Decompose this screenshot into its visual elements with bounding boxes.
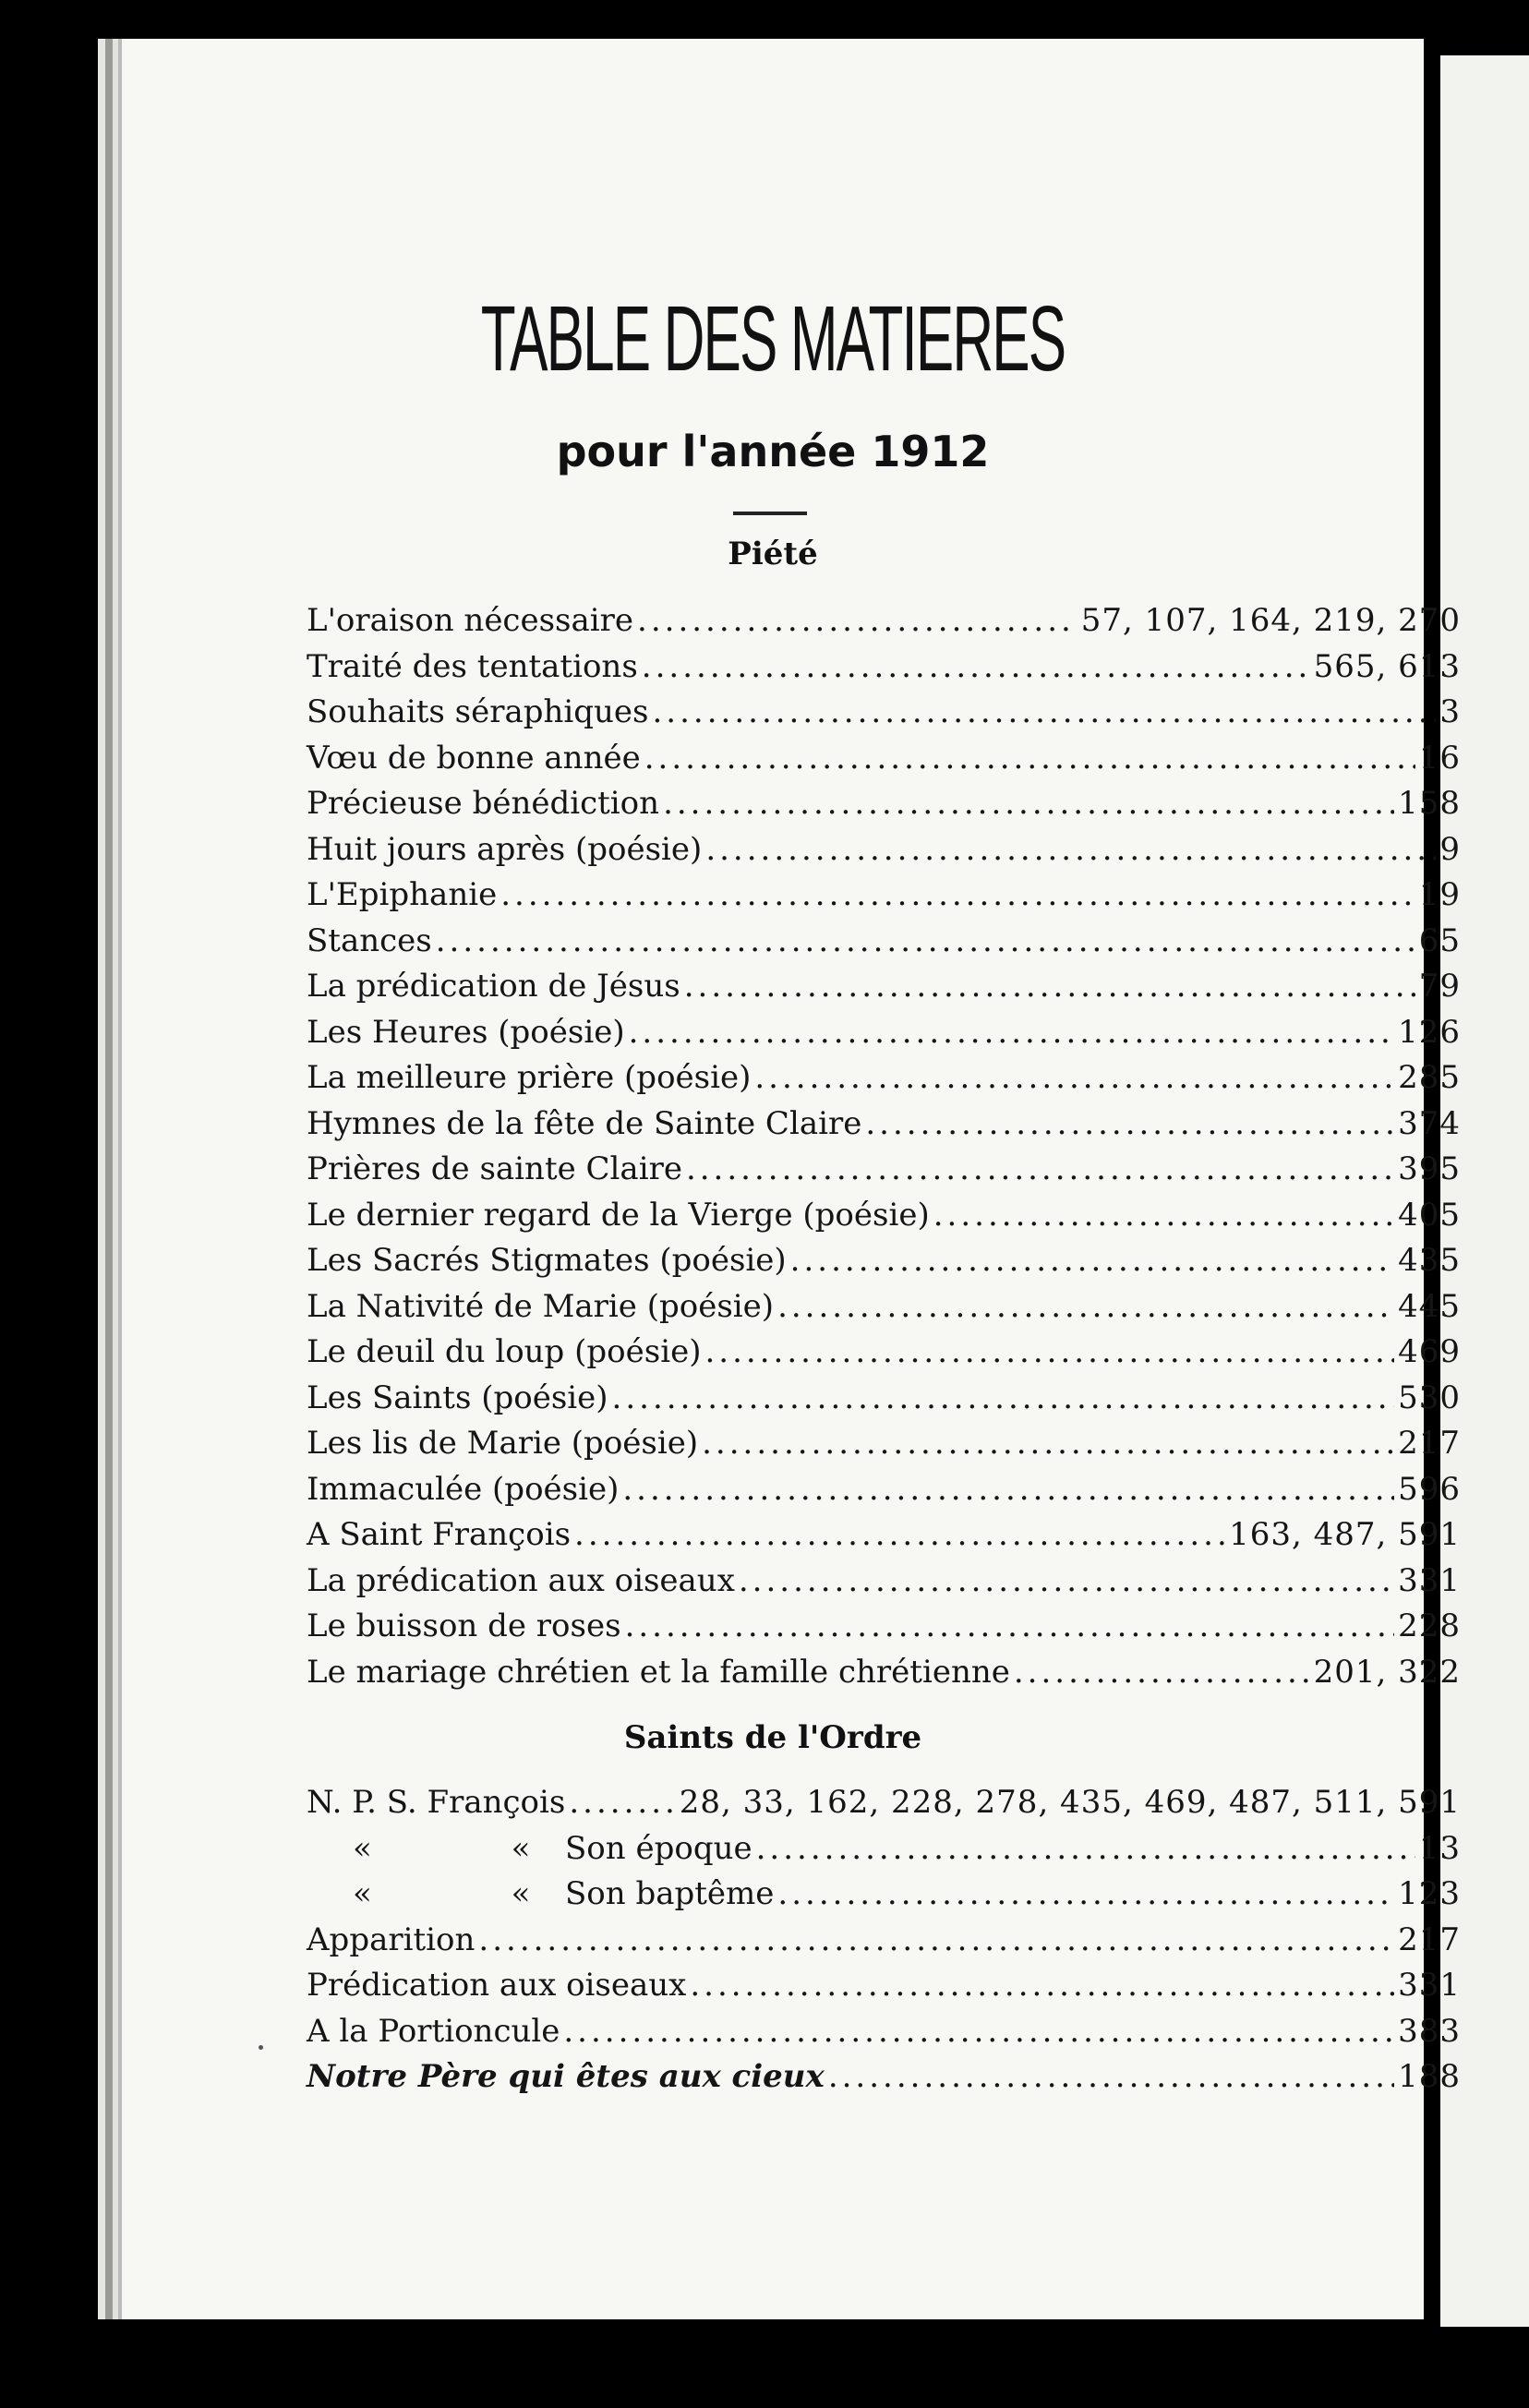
toc-entry-pages: 383 (1398, 2012, 1461, 2050)
toc-entry-title: A la Portioncule (307, 2012, 560, 2050)
paper-speck (259, 2045, 263, 2050)
toc-entry (307, 1607, 1461, 1654)
toc-entry-title: Immaculée (poésie) (307, 1470, 620, 1508)
dot-leader (756, 1830, 1415, 1867)
dot-leader (629, 1014, 1395, 1051)
dot-leader (625, 1607, 1395, 1644)
toc-entry-title: Apparition (307, 1920, 476, 1958)
toc-entry-pages: 123 (1398, 1875, 1461, 1912)
toc-entry (307, 1379, 1461, 1426)
dot-leader (642, 648, 1310, 685)
toc-entry (307, 2058, 1461, 2104)
toc-entry-subtitle: Son époque (565, 1829, 752, 1867)
toc-entry-title: Les lis de Marie (poésie) (307, 1425, 699, 1462)
toc-entry (307, 1875, 1461, 1921)
toc-entry-pages: 445 (1398, 1287, 1461, 1325)
toc-entry (307, 1197, 1461, 1243)
toc-entry-title: Les Heures (poésie) (307, 1013, 625, 1051)
dot-leader (684, 968, 1415, 1005)
toc-entry-pages: 331 (1398, 1967, 1461, 2004)
title-rule (733, 512, 807, 515)
toc-entry-pages: 9 (1439, 830, 1461, 868)
toc-entry-pages: 201, 322 (1313, 1653, 1461, 1691)
toc-entry-title: Le mariage chrétien et la famille chrétienne (307, 1653, 1010, 1691)
toc-entry-title: L'oraison nécessaire (307, 602, 634, 639)
section-heading-saints: Saints de l'Ordre (623, 1719, 922, 1756)
toc-entry (307, 1288, 1461, 1334)
toc-entry-title: Vœu de bonne année (307, 739, 641, 777)
toc-entry-title: Souhaits séraphiques (307, 693, 649, 730)
toc-entry (307, 1654, 1461, 1700)
toc-entry-pages: 13 (1418, 1829, 1461, 1867)
toc-entry-pages: 374 (1398, 1104, 1461, 1142)
toc-entry-pages: 163, 487, 591 (1229, 1516, 1461, 1553)
page-title: TABLE DES MATIERES (480, 287, 1065, 391)
dot-leader (704, 1333, 1394, 1370)
dot-leader (478, 1921, 1394, 1958)
toc-entry-pages: 331 (1398, 1561, 1461, 1599)
toc-entry-title: La Nativité de Marie (poésie) (307, 1287, 775, 1325)
toc-entry-title: Prières de sainte Claire (307, 1150, 682, 1187)
toc-entry (307, 968, 1461, 1014)
toc-entry-title: Les Saints (poésie) (307, 1379, 608, 1416)
toc-entry-title: Huit jours après (poésie) (307, 830, 703, 868)
toc-entry (307, 740, 1461, 786)
toc-entry-title: Le deuil du loup (poésie) (307, 1333, 702, 1370)
toc-entry-title: Le buisson de roses (307, 1607, 621, 1644)
toc-entry-pages: 469 (1398, 1333, 1461, 1370)
toc-entry-title: Prédication aux oiseaux (307, 1967, 687, 2004)
toc-entry-title (307, 1830, 752, 1867)
toc-entry-pages: 217 (1398, 1920, 1461, 1958)
dot-leader (644, 740, 1415, 777)
toc-entry (307, 648, 1461, 694)
toc-entry-pages: 530 (1398, 1379, 1461, 1416)
toc-entry-pages: 395 (1398, 1150, 1461, 1187)
toc-entry-title: Hymnes de la fête de Sainte Claire (307, 1104, 862, 1142)
toc-entry (307, 1784, 1461, 1830)
toc-entry-pages: 57, 107, 164, 219, 270 (1080, 602, 1461, 639)
section-entries-saints (307, 1784, 1461, 2104)
toc-entry-pages: 65 (1418, 921, 1461, 959)
toc-entry (307, 1516, 1461, 1562)
dot-leader (933, 1197, 1394, 1234)
toc-entry (307, 922, 1461, 969)
dot-leader (652, 693, 1436, 730)
book-page (122, 39, 1461, 2319)
toc-entry (307, 1059, 1461, 1105)
dot-leader (436, 922, 1415, 959)
toc-entry (307, 1333, 1461, 1379)
toc-entry (307, 831, 1461, 877)
toc-entry-pages: 28, 33, 162, 228, 278, 435, 469, 487, 511, 591 (679, 1784, 1461, 1821)
dot-leader (1014, 1654, 1310, 1691)
dot-leader (500, 876, 1415, 913)
toc-entry-pages: 596 (1398, 1470, 1461, 1508)
section-heading-piete: Piété (728, 536, 818, 572)
dot-leader (777, 1288, 1394, 1325)
dot-leader (739, 1562, 1394, 1599)
section-entries-piete (307, 602, 1461, 1699)
toc-entry-pages: 405 (1398, 1196, 1461, 1234)
dot-leader (622, 1471, 1394, 1508)
ditto-marks: « « (353, 1829, 596, 1867)
toc-entry-title: N. P. S. François (307, 1784, 566, 1821)
dot-leader (690, 1967, 1394, 2004)
toc-entry-title: Traité des tentations (307, 647, 638, 685)
toc-entry-pages: 158 (1398, 785, 1461, 822)
toc-entry (307, 1425, 1461, 1471)
dot-leader (865, 1105, 1394, 1142)
toc-entry (307, 1150, 1461, 1197)
toc-entry-pages: 217 (1398, 1425, 1461, 1462)
toc-entry-title: La prédication de Jésus (307, 968, 680, 1005)
toc-entry-pages: 188 (1398, 2058, 1461, 2095)
toc-entry (307, 602, 1461, 648)
page-subtitle: pour l'année 1912 (556, 427, 990, 476)
ditto-marks: « « (353, 1875, 596, 1912)
toc-entry-title: La prédication aux oiseaux (307, 1561, 735, 1599)
toc-entry (307, 785, 1461, 831)
toc-entry-pages: 565, 613 (1313, 647, 1461, 685)
dot-leader (569, 1784, 675, 1821)
toc-entry (307, 1105, 1461, 1151)
dot-leader (777, 1875, 1394, 1912)
toc-entry-pages: 126 (1398, 1013, 1461, 1051)
toc-entry-title: Notre Père qui êtes aux cieux (307, 2058, 825, 2095)
dot-leader (828, 2058, 1394, 2095)
toc-entry (307, 1014, 1461, 1060)
dot-leader (574, 1516, 1225, 1553)
toc-entry (307, 1471, 1461, 1517)
toc-entry (307, 1921, 1461, 1968)
toc-entry-title: Précieuse bénédiction (307, 785, 660, 822)
toc-entry-pages: 79 (1418, 968, 1461, 1005)
toc-entry (307, 1562, 1461, 1608)
toc-entry-title (307, 1875, 774, 1912)
toc-entry-title: Stances (307, 921, 432, 959)
toc-entry (307, 1967, 1461, 2013)
dot-leader (637, 602, 1078, 639)
toc-entry-pages: 228 (1398, 1607, 1461, 1644)
toc-entry-title: L'Epiphanie (307, 876, 498, 913)
dot-leader (663, 785, 1394, 822)
toc-entry-title: Les Sacrés Stigmates (poésie) (307, 1242, 787, 1279)
toc-entry-title: Le dernier regard de la Vierge (poésie) (307, 1196, 930, 1234)
toc-entry (307, 876, 1461, 922)
toc-entry-pages: 16 (1418, 739, 1461, 777)
toc-entry-pages: 19 (1418, 876, 1461, 913)
dot-leader (612, 1379, 1395, 1416)
dot-leader (705, 831, 1436, 868)
dot-leader (790, 1242, 1394, 1279)
dot-leader (754, 1059, 1394, 1096)
toc-entry-subtitle: Son baptême (565, 1875, 775, 1912)
dot-leader (702, 1425, 1394, 1462)
toc-entry (307, 2013, 1461, 2059)
dot-leader (563, 2013, 1394, 2050)
toc-entry-pages: 435 (1398, 1242, 1461, 1279)
toc-entry (307, 693, 1461, 740)
toc-entry-title: La meilleure prière (poésie) (307, 1059, 752, 1096)
dot-leader (686, 1150, 1394, 1187)
toc-entry (307, 1830, 1461, 1876)
toc-entry (307, 1242, 1461, 1288)
toc-entry-pages: 3 (1439, 693, 1461, 730)
toc-entry-title: A Saint François (307, 1516, 572, 1553)
toc-entry-pages: 285 (1398, 1059, 1461, 1096)
